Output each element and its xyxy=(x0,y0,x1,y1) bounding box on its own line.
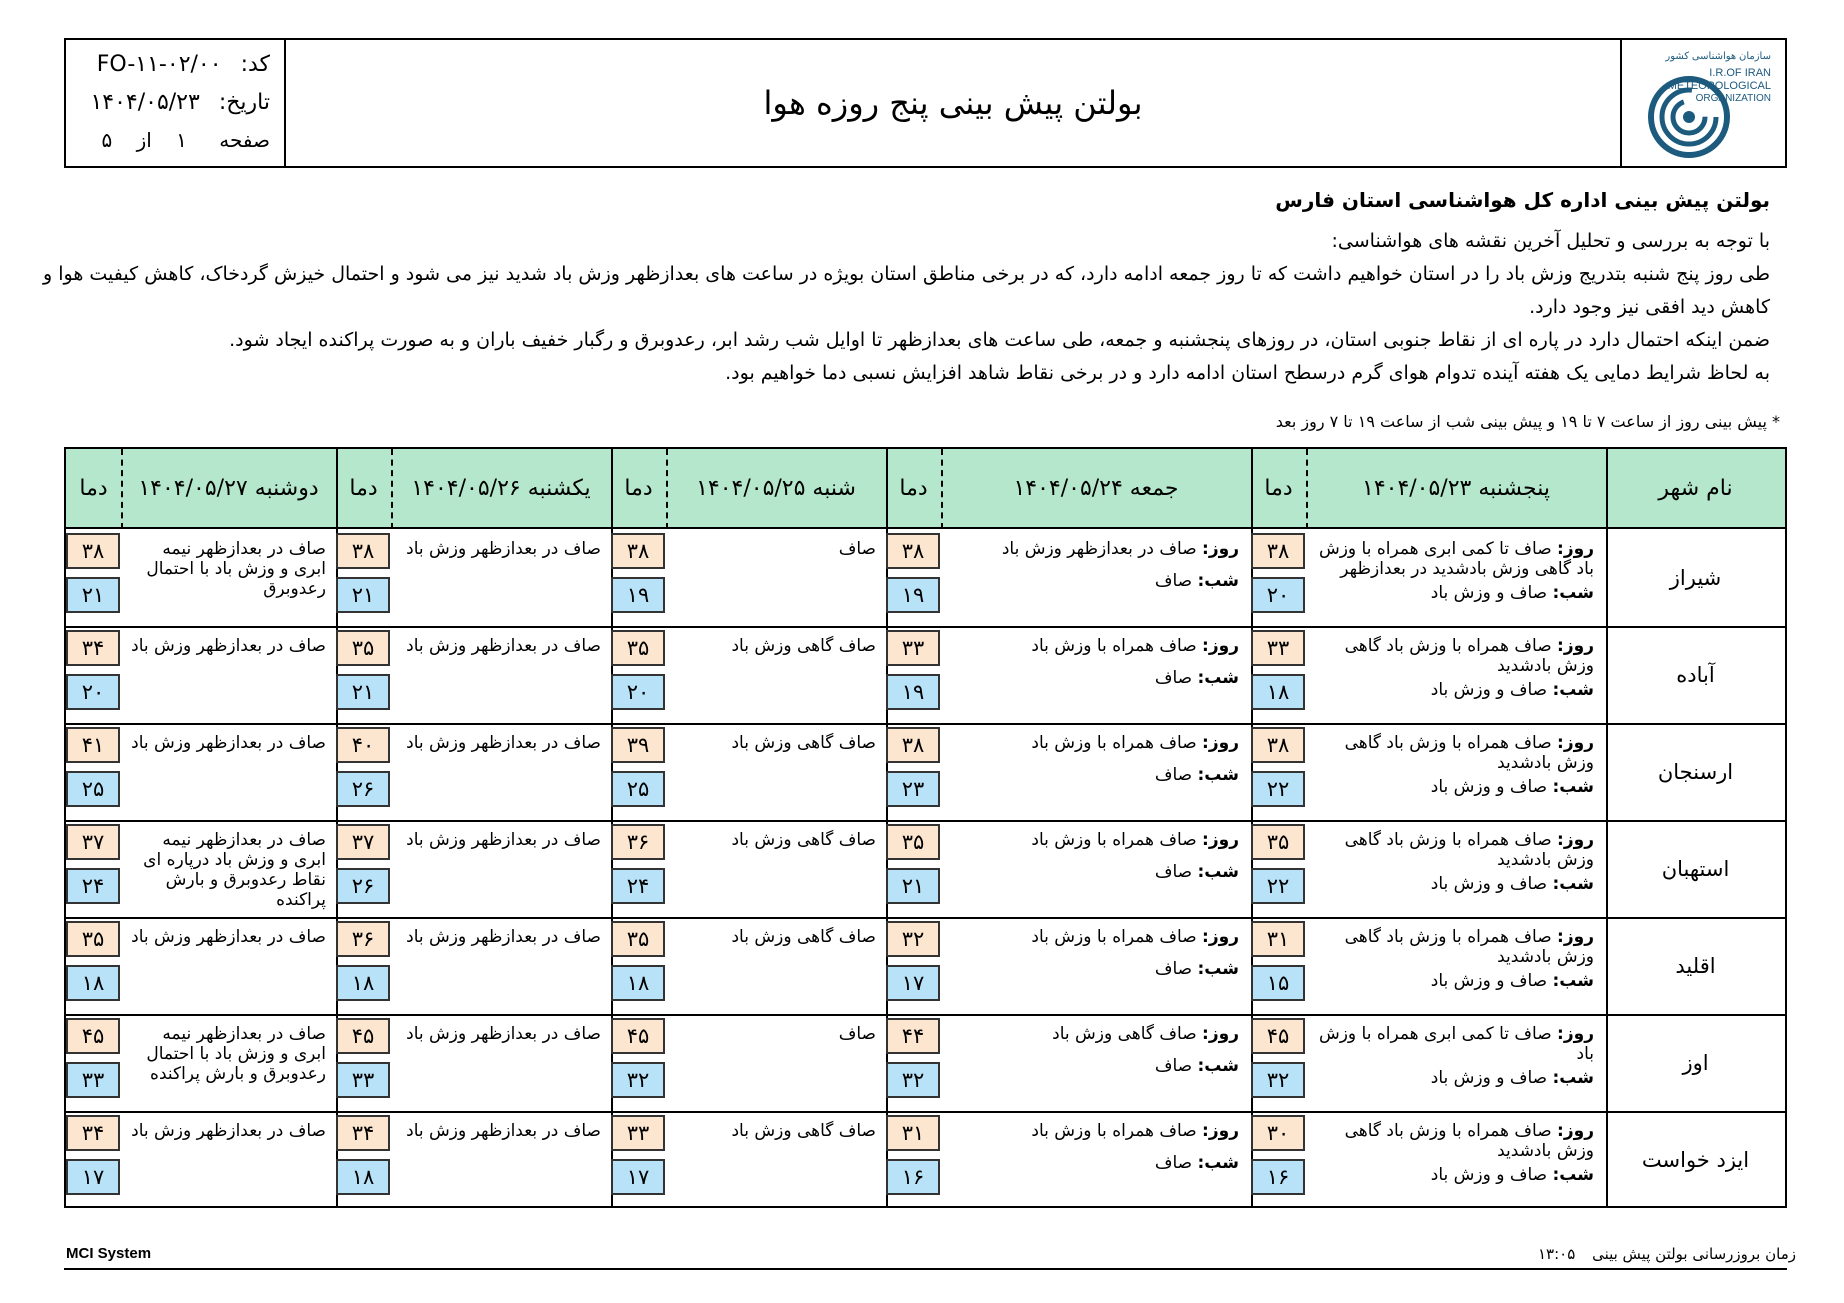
code-value: FO-۱۱-۰۲/۰۰ xyxy=(96,52,222,77)
day-text: صاف همراه با وزش باد xyxy=(1031,927,1197,947)
night-forecast xyxy=(949,1153,1239,1173)
night-forecast xyxy=(949,765,1239,785)
max-temp: ۳۲ xyxy=(886,921,940,957)
forecast-day-night-2 xyxy=(949,539,1239,591)
min-temp: ۳۲ xyxy=(611,1062,665,1098)
header-day-3: شنبه ۱۴۰۴/۰۵/۲۵ xyxy=(666,449,886,529)
bulletin-title: بولتن پیش بینی اداره کل هواشناسی استان فارس xyxy=(1275,188,1770,212)
day-forecast xyxy=(1314,830,1594,870)
day-text: صاف همراه با وزش باد گاهی وزش بادشدید xyxy=(1344,1121,1594,1161)
min-temp: ۲۰ xyxy=(1251,577,1305,613)
min-temp: ۱۷ xyxy=(66,1159,120,1195)
min-temp: ۳۳ xyxy=(336,1062,390,1098)
max-temp: ۳۵ xyxy=(611,630,665,666)
forecast-text-5: صاف در بعدازظهر نیمه ابری و وزش باد درپاره ای نقاط رعدوبرق و بارش پراکنده xyxy=(143,830,326,910)
max-temp: ۳۸ xyxy=(886,533,940,569)
document-meta xyxy=(66,40,286,166)
day-forecast xyxy=(949,636,1239,656)
day-forecast xyxy=(1314,733,1594,773)
night-label: شب: xyxy=(1197,1153,1239,1173)
night-forecast xyxy=(1314,583,1594,603)
night-forecast xyxy=(1314,680,1594,700)
day-forecast xyxy=(949,927,1239,947)
min-temp: ۳۲ xyxy=(1251,1062,1305,1098)
min-temp: ۲۳ xyxy=(886,771,940,807)
day-label: روز: xyxy=(1202,539,1239,559)
day-label: روز: xyxy=(1557,539,1594,559)
night-text: صاف xyxy=(1154,862,1193,882)
max-temp: ۳۷ xyxy=(66,824,120,860)
night-label: شب: xyxy=(1197,862,1239,882)
day-forecast xyxy=(1314,1121,1594,1161)
intro-line-3: کاهش دید افقی نیز وجود دارد. xyxy=(1529,296,1770,318)
min-temp: ۳۲ xyxy=(886,1062,940,1098)
max-temp: ۳۴ xyxy=(336,1115,390,1151)
min-temp: ۲۱ xyxy=(336,674,390,710)
max-temp: ۳۰ xyxy=(1251,1115,1305,1151)
min-temp: ۲۱ xyxy=(886,868,940,904)
row-divider xyxy=(66,917,1785,919)
day-text: صاف همراه با وزش باد گاهی وزش بادشدید xyxy=(1344,830,1594,870)
city-name: اوز xyxy=(1682,1050,1709,1075)
min-temp: ۲۵ xyxy=(611,771,665,807)
max-temp: ۳۶ xyxy=(611,824,665,860)
forecast-text-4: صاف در بعدازظهر وزش باد xyxy=(406,539,601,559)
night-label: شب: xyxy=(1552,1165,1594,1185)
night-text: صاف xyxy=(1154,959,1193,979)
date-row xyxy=(90,90,270,115)
night-text: صاف و وزش باد xyxy=(1430,583,1548,603)
min-temp: ۲۴ xyxy=(66,868,120,904)
logo-en-line1: I.R.OF IRAN xyxy=(1709,67,1771,79)
forecast-day-night-1 xyxy=(1314,636,1594,700)
night-text: صاف و وزش باد xyxy=(1430,1165,1548,1185)
night-text: صاف و وزش باد xyxy=(1430,971,1548,991)
night-forecast xyxy=(1314,1165,1594,1185)
night-label: شب: xyxy=(1197,571,1239,591)
max-temp: ۴۵ xyxy=(336,1018,390,1054)
min-temp: ۱۷ xyxy=(886,965,940,1001)
header-day-5: دوشنبه ۱۴۰۴/۰۵/۲۷ xyxy=(121,449,336,529)
min-temp: ۱۹ xyxy=(886,674,940,710)
forecast-text-3: صاف xyxy=(838,539,876,559)
row-divider xyxy=(66,723,1785,725)
night-text: صاف و وزش باد xyxy=(1430,777,1548,797)
night-label: شب: xyxy=(1552,874,1594,894)
night-label: شب: xyxy=(1552,583,1594,603)
code-row xyxy=(97,52,270,77)
day-text: صاف در بعدازظهر وزش باد xyxy=(1001,539,1197,559)
forecast-day-night-1 xyxy=(1314,1024,1594,1088)
forecast-day-night-2 xyxy=(949,830,1239,882)
header-temp-2: دما xyxy=(886,449,941,529)
min-temp: ۲۲ xyxy=(1251,771,1305,807)
max-temp: ۳۵ xyxy=(336,630,390,666)
max-temp: ۳۴ xyxy=(66,630,120,666)
day-text: صاف همراه با وزش باد xyxy=(1031,733,1197,753)
max-temp: ۳۱ xyxy=(1251,921,1305,957)
max-temp: ۳۵ xyxy=(886,824,940,860)
forecast-text-3: صاف گاهی وزش باد xyxy=(731,733,876,753)
min-temp: ۲۱ xyxy=(336,577,390,613)
header-temp-divider xyxy=(391,449,393,529)
day-forecast xyxy=(1314,636,1594,676)
night-label: شب: xyxy=(1552,971,1594,991)
night-label: شب: xyxy=(1197,1056,1239,1076)
max-temp: ۳۹ xyxy=(611,727,665,763)
city-name: ایزد خواست xyxy=(1641,1147,1750,1172)
night-label: شب: xyxy=(1552,1068,1594,1088)
row-divider xyxy=(66,1111,1785,1113)
forecast-text-4: صاف در بعدازظهر وزش باد xyxy=(406,636,601,656)
min-temp: ۱۵ xyxy=(1251,965,1305,1001)
forecast-day-night-2 xyxy=(949,1121,1239,1173)
header-temp-divider xyxy=(666,449,668,529)
forecast-text-4: صاف در بعدازظهر وزش باد xyxy=(406,1024,601,1044)
day-text: صاف همراه با وزش باد xyxy=(1031,830,1197,850)
night-text: صاف و وزش باد xyxy=(1430,680,1548,700)
footer-system: MCI System xyxy=(66,1245,152,1262)
day-label: روز: xyxy=(1557,1121,1594,1141)
forecast-text-5: صاف در بعدازظهر نیمه ابری و وزش باد با احتمال رعدوبرق و بارش پراکنده xyxy=(146,1024,326,1084)
night-text: صاف و وزش باد xyxy=(1430,874,1548,894)
header-temp-1: دما xyxy=(1251,449,1306,529)
min-temp: ۲۶ xyxy=(336,771,390,807)
day-label: روز: xyxy=(1557,636,1594,656)
footer-divider xyxy=(64,1268,1787,1270)
min-temp: ۲۶ xyxy=(336,868,390,904)
forecast-text-3: صاف گاهی وزش باد xyxy=(731,927,876,947)
night-label: شب: xyxy=(1197,959,1239,979)
forecast-table xyxy=(64,447,1787,1208)
forecast-text-4: صاف در بعدازظهر وزش باد xyxy=(406,830,601,850)
day-forecast xyxy=(949,539,1239,559)
max-temp: ۳۵ xyxy=(1251,824,1305,860)
date-value: ۱۴۰۴/۰۵/۲۳ xyxy=(90,90,200,115)
forecast-text-5: صاف در بعدازظهر وزش باد xyxy=(131,733,326,753)
city-name: آباده xyxy=(1676,662,1715,687)
night-forecast xyxy=(1314,777,1594,797)
code-label: کد: xyxy=(240,52,270,77)
day-label: روز: xyxy=(1202,830,1239,850)
min-temp: ۱۹ xyxy=(611,577,665,613)
night-text: صاف xyxy=(1154,571,1193,591)
forecast-day-night-1 xyxy=(1314,733,1594,797)
night-text: صاف و وزش باد xyxy=(1430,1068,1548,1088)
min-temp: ۱۷ xyxy=(611,1159,665,1195)
page-of: از xyxy=(136,128,152,152)
night-forecast xyxy=(949,959,1239,979)
day-forecast xyxy=(1314,927,1594,967)
intro-line-1: با توجه به بررسی و تحلیل آخرین نقشه های هواشناسی: xyxy=(1331,230,1770,252)
forecast-day-night-1 xyxy=(1314,539,1594,603)
forecast-day-night-1 xyxy=(1314,830,1594,894)
date-label: تاریخ: xyxy=(218,90,270,115)
max-temp: ۴۵ xyxy=(66,1018,120,1054)
night-forecast xyxy=(949,1056,1239,1076)
max-temp: ۴۵ xyxy=(611,1018,665,1054)
min-temp: ۱۸ xyxy=(336,965,390,1001)
page-total: ۵ xyxy=(101,128,113,152)
forecast-day-night-2 xyxy=(949,733,1239,785)
day-text: صاف همراه با وزش باد xyxy=(1031,636,1197,656)
forecast-day-night-2 xyxy=(949,927,1239,979)
intro-line-4: ضمن اینکه احتمال دارد در پاره ای از نقاط جنوبی استان، در روزهای پنجشنبه و جمعه، طی ساعت های بعدازظهر تا اوایل شب رشد ابر، رعدوبرق و رگبار خفیف باران و به صورت پراکنده ایجاد شود. xyxy=(229,329,1770,351)
forecast-day-night-2 xyxy=(949,636,1239,688)
day-label: روز: xyxy=(1202,1024,1239,1044)
header-temp-divider xyxy=(121,449,123,529)
header-temp-divider xyxy=(1306,449,1308,529)
intro-line-5: به لحاظ شرایط دمایی یک هفته آینده تدوام هوای گرم درسطح استان ادامه دارد و در برخی نقاط شاهد افزایش نسبی دما خواهیم بود. xyxy=(725,362,1770,384)
forecast-text-5: صاف در بعدازظهر وزش باد xyxy=(131,636,326,656)
night-label: شب: xyxy=(1197,668,1239,688)
organization-logo xyxy=(1620,40,1785,166)
day-text: صاف همراه با وزش باد xyxy=(1031,1121,1197,1141)
forecast-text-5: صاف در بعدازظهر وزش باد xyxy=(131,1121,326,1141)
min-temp: ۱۸ xyxy=(336,1159,390,1195)
page-number: ۱ xyxy=(176,128,187,152)
day-text: صاف همراه با وزش باد گاهی وزش بادشدید xyxy=(1344,733,1594,773)
day-forecast xyxy=(949,830,1239,850)
header-day-2: جمعه ۱۴۰۴/۰۵/۲۴ xyxy=(941,449,1251,529)
footer-update xyxy=(1538,1245,1796,1263)
max-temp: ۳۱ xyxy=(886,1115,940,1151)
header-temp-4: دما xyxy=(336,449,391,529)
max-temp: ۳۳ xyxy=(611,1115,665,1151)
min-temp: ۲۰ xyxy=(611,674,665,710)
max-temp: ۳۷ xyxy=(336,824,390,860)
day-label: روز: xyxy=(1202,733,1239,753)
forecast-text-4: صاف در بعدازظهر وزش باد xyxy=(406,1121,601,1141)
intro-line-2: طی روز پنج شنبه بتدریج وزش باد را در استان خواهیم داشت که تا روز جمعه ادامه دارد، که در برخی مناطق استان بویژه در ساعت های بعدازظهر وزش باد شدید نیز می شود و احتمال خیزش گردخاک، کاهش کیفیت هوا و xyxy=(43,263,1770,285)
max-temp: ۳۵ xyxy=(66,921,120,957)
max-temp: ۳۸ xyxy=(66,533,120,569)
header-temp-3: دما xyxy=(611,449,666,529)
logo-en-line2: METEOROLOGICAL xyxy=(1667,80,1771,92)
max-temp: ۳۸ xyxy=(1251,727,1305,763)
night-forecast xyxy=(949,668,1239,688)
forecast-time-note: * پیش بینی روز از ساعت ۷ تا ۱۹ و پیش بینی شب از ساعت ۱۹ تا ۷ روز بعد xyxy=(1275,412,1780,431)
min-temp: ۱۹ xyxy=(886,577,940,613)
night-text: صاف xyxy=(1154,668,1193,688)
header-day-1: پنجشنبه ۱۴۰۴/۰۵/۲۳ xyxy=(1306,449,1606,529)
night-text: صاف xyxy=(1154,1153,1193,1173)
max-temp: ۳۴ xyxy=(66,1115,120,1151)
forecast-day-night-2 xyxy=(949,1024,1239,1076)
day-text: صاف همراه با وزش باد گاهی وزش بادشدید xyxy=(1344,636,1594,676)
logo-en-line3: ORGANIZATION xyxy=(1695,93,1771,104)
max-temp: ۳۳ xyxy=(886,630,940,666)
forecast-text-3: صاف گاهی وزش باد xyxy=(731,1121,876,1141)
max-temp: ۳۸ xyxy=(886,727,940,763)
max-temp: ۳۶ xyxy=(336,921,390,957)
header-temp-5: دما xyxy=(66,449,121,529)
city-name: شیراز xyxy=(1669,565,1722,590)
header-temp-divider xyxy=(941,449,943,529)
night-forecast xyxy=(1314,874,1594,894)
forecast-text-3: صاف گاهی وزش باد xyxy=(731,830,876,850)
footer-update-time: ۱۳:۰۵ xyxy=(1538,1245,1576,1263)
forecast-text-3: صاف xyxy=(838,1024,876,1044)
day-forecast xyxy=(1314,539,1594,579)
night-text: صاف xyxy=(1154,765,1193,785)
header-day-4: یکشنبه ۱۴۰۴/۰۵/۲۶ xyxy=(391,449,611,529)
min-temp: ۱۸ xyxy=(611,965,665,1001)
header-city: نام شهر xyxy=(1606,449,1785,529)
night-forecast xyxy=(949,571,1239,591)
document-header xyxy=(64,38,1787,168)
day-text: صاف تا کمی ابری همراه با وزش باد گاهی وزش بادشدید در بعدازظهر xyxy=(1318,539,1594,579)
day-label: روز: xyxy=(1557,927,1594,947)
night-forecast xyxy=(1314,1068,1594,1088)
forecast-text-4: صاف در بعدازظهر وزش باد xyxy=(406,733,601,753)
max-temp: ۳۸ xyxy=(611,533,665,569)
page-row xyxy=(101,128,270,152)
page-label: صفحه xyxy=(219,128,270,152)
logo-fa-text: سازمان هواشناسی کشور xyxy=(1665,51,1771,62)
min-temp: ۱۶ xyxy=(1251,1159,1305,1195)
city-name: استهبان xyxy=(1661,856,1730,881)
min-temp: ۳۳ xyxy=(66,1062,120,1098)
min-temp: ۱۶ xyxy=(886,1159,940,1195)
max-temp: ۴۱ xyxy=(66,727,120,763)
min-temp: ۲۱ xyxy=(66,577,120,613)
min-temp: ۱۸ xyxy=(1251,674,1305,710)
max-temp: ۳۳ xyxy=(1251,630,1305,666)
max-temp: ۴۵ xyxy=(1251,1018,1305,1054)
min-temp: ۲۴ xyxy=(611,868,665,904)
day-label: روز: xyxy=(1202,636,1239,656)
max-temp: ۳۵ xyxy=(611,921,665,957)
day-label: روز: xyxy=(1557,1024,1594,1044)
city-name: ارسنجان xyxy=(1657,759,1734,784)
day-label: روز: xyxy=(1202,927,1239,947)
day-label: روز: xyxy=(1557,830,1594,850)
footer-update-label: زمان بروزرسانی بولتن پیش بینی xyxy=(1592,1245,1796,1263)
row-divider xyxy=(66,820,1785,822)
max-temp: ۴۴ xyxy=(886,1018,940,1054)
min-temp: ۲۲ xyxy=(1251,868,1305,904)
row-divider xyxy=(66,626,1785,628)
forecast-text-5: صاف در بعدازظهر نیمه ابری و وزش باد با احتمال رعدوبرق xyxy=(146,539,326,599)
day-label: روز: xyxy=(1557,733,1594,753)
forecast-text-5: صاف در بعدازظهر وزش باد xyxy=(131,927,326,947)
day-forecast xyxy=(949,1024,1239,1044)
page-title: بولتن پیش بینی پنج روزه هوا xyxy=(763,84,1143,122)
day-text: صاف گاهی وزش باد xyxy=(1052,1024,1197,1044)
max-temp: ۳۸ xyxy=(336,533,390,569)
city-name: اقلید xyxy=(1675,953,1716,978)
night-text: صاف xyxy=(1154,1056,1193,1076)
day-forecast xyxy=(949,733,1239,753)
min-temp: ۲۰ xyxy=(66,674,120,710)
night-label: شب: xyxy=(1552,680,1594,700)
max-temp: ۴۰ xyxy=(336,727,390,763)
min-temp: ۱۸ xyxy=(66,965,120,1001)
day-forecast xyxy=(949,1121,1239,1141)
day-text: صاف تا کمی ابری همراه با وزش باد xyxy=(1318,1024,1594,1064)
night-label: شب: xyxy=(1197,765,1239,785)
min-temp: ۲۵ xyxy=(66,771,120,807)
forecast-text-3: صاف گاهی وزش باد xyxy=(731,636,876,656)
row-divider xyxy=(66,1014,1785,1016)
forecast-day-night-1 xyxy=(1314,1121,1594,1185)
forecast-text-4: صاف در بعدازظهر وزش باد xyxy=(406,927,601,947)
night-forecast xyxy=(1314,971,1594,991)
max-temp: ۳۸ xyxy=(1251,533,1305,569)
day-label: روز: xyxy=(1202,1121,1239,1141)
day-forecast xyxy=(1314,1024,1594,1064)
night-label: شب: xyxy=(1552,777,1594,797)
day-text: صاف همراه با وزش باد گاهی وزش بادشدید xyxy=(1344,927,1594,967)
night-forecast xyxy=(949,862,1239,882)
forecast-day-night-1 xyxy=(1314,927,1594,991)
